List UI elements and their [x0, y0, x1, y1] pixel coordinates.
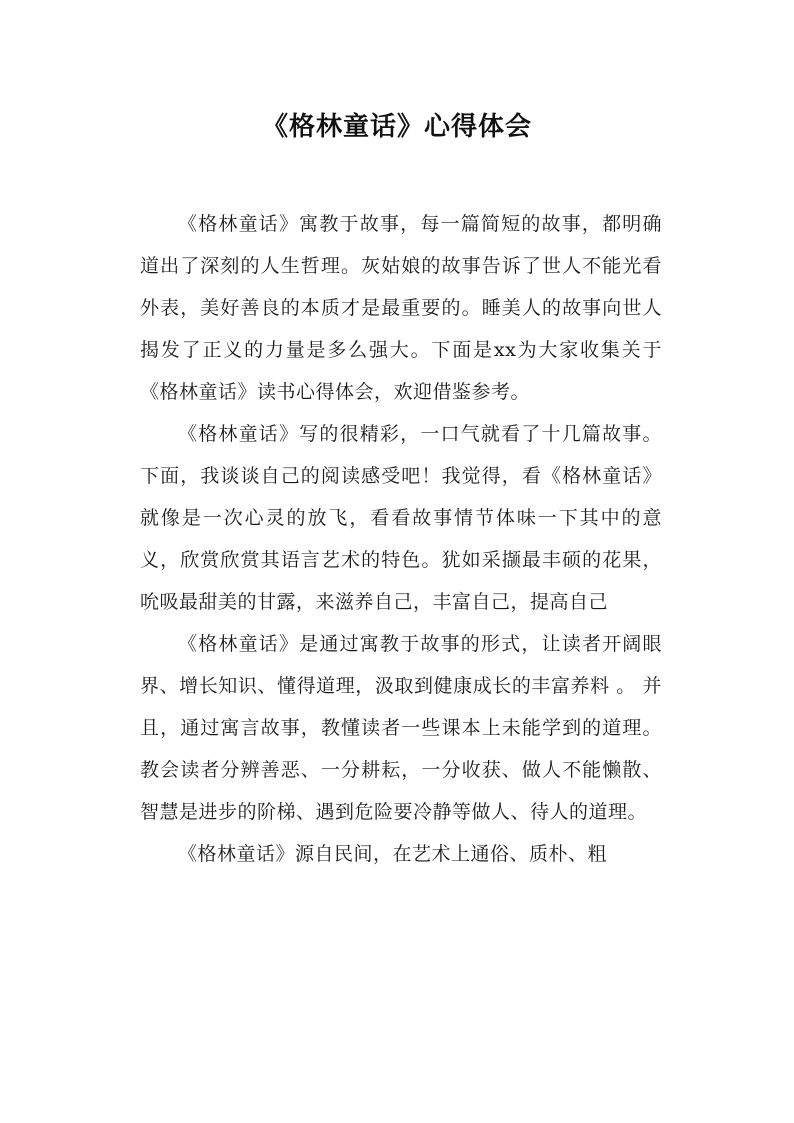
paragraph-1: 《格林童话》寓教于故事，每一篇简短的故事，都明确道出了深刻的人生哲理。灰姑娘的故事告诉了世人不能光看外表，美好善良的本质才是最重要的。睡美人的故事向世人揭发了正义的力量是多么强大。下面是xx为大家收集关于《格林童话》读书心得体会，欢迎借鉴参考。	[140, 213, 662, 403]
paragraph-2: 《格林童话》写的很精彩，一口气就看了十几篇故事。下面，我谈谈自己的阅读感受吧！我觉得，看《格林童话》就像是一次心灵的放飞，看看故事情节体味一下其中的意义，欣赏欣赏其语言艺术的特色。犹如采撷最丰硕的花果，吮吸最甜美的甘露，来滋养自己，丰富自己，提高自己	[140, 423, 662, 613]
paragraph-3: 《格林童话》是通过寓教于故事的形式，让读者开阔眼界、增长知识、懂得道理，汲取到健康成长的丰富养料 。 并且，通过寓言故事，教懂读者一些课本上未能学到的道理。教会读者分辨善恶、一分耕耘，一分收获、做人不能懒散、智慧是进步的阶梯、遇到危险要冷静等做人、待人的道理。	[140, 633, 662, 823]
document-body	[140, 203, 662, 875]
paragraph-4: 《格林童话》源自民间，在艺术上通俗、质朴、粗	[178, 843, 608, 865]
page-title: 《格林童话》心得体会	[261, 112, 532, 142]
